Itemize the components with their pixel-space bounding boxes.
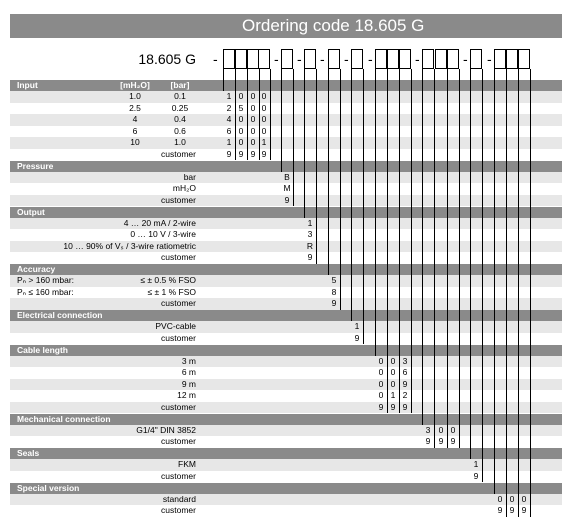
code-value: 0 — [378, 355, 384, 366]
column-header-bar: [bar] — [170, 80, 190, 90]
table-row — [10, 103, 562, 115]
value-bar: 0.25 — [171, 102, 189, 113]
code-value: 1 — [390, 390, 396, 400]
code-value: 9 — [425, 436, 431, 446]
code-value: 0 — [438, 424, 444, 435]
code-value: 9 — [307, 252, 313, 262]
connector-line — [316, 69, 317, 264]
code-value: 1 — [226, 137, 232, 147]
connector-line — [447, 69, 448, 448]
connector-line — [270, 69, 271, 160]
table-row — [10, 252, 562, 264]
code-value: 0 — [378, 390, 384, 400]
section-header — [10, 483, 562, 494]
code-value: 0 — [261, 125, 267, 136]
code-dash: - — [368, 51, 373, 67]
option-label: customer — [161, 252, 196, 262]
option-label: 10 … 90% of Vₛ / 3-wire ratiometric — [63, 240, 196, 251]
code-value: 0 — [238, 125, 244, 136]
code-value: 0 — [261, 102, 267, 113]
code-value: 0 — [390, 367, 396, 377]
connector-line — [351, 69, 352, 321]
code-value: 0 — [250, 137, 256, 147]
code-value: 1 — [307, 217, 313, 228]
value-mh2o: 2.5 — [129, 102, 141, 113]
section-title: Pressure — [17, 160, 54, 171]
option-label: 0 … 10 V / 3-wire — [130, 229, 196, 239]
page-title: Ordering code 18.605 G — [242, 16, 425, 35]
code-value: 0 — [238, 91, 244, 101]
connector-line — [494, 69, 495, 494]
code-value: 9 — [450, 436, 456, 446]
connector-line — [304, 69, 305, 218]
code-value: 0 — [497, 493, 503, 504]
accuracy-condition: Pₙ ≤ 160 mbar: — [17, 286, 74, 297]
option-label: customer — [161, 401, 196, 412]
value-mh2o: 1.0 — [129, 91, 141, 101]
table-row — [10, 494, 562, 506]
connector-line — [530, 69, 531, 517]
code-dash: - — [415, 51, 420, 67]
code-value: 3 — [402, 355, 408, 366]
option-label: standard — [162, 493, 196, 504]
connector-line — [470, 69, 471, 459]
code-value: 6 — [226, 125, 232, 136]
option-label: customer — [161, 470, 196, 481]
table-row — [10, 275, 562, 287]
code-value: 0 — [261, 91, 267, 101]
code-value: 3 — [307, 229, 313, 239]
table-row — [10, 356, 562, 368]
connector-line — [434, 69, 435, 448]
table-row — [10, 149, 562, 161]
table-row — [10, 402, 562, 414]
code-value: R — [306, 240, 314, 251]
option-label: FKM — [178, 459, 196, 469]
option-label: customer — [161, 298, 196, 308]
connector-line — [399, 69, 400, 413]
value-mh2o: 4 — [132, 114, 138, 124]
code-dash: - — [274, 51, 279, 67]
table-row — [10, 321, 562, 333]
option-label: 3 m — [181, 355, 196, 366]
connector-line — [506, 69, 507, 517]
code-value: 2 — [402, 390, 408, 400]
connector-line — [340, 69, 341, 310]
option-label: mH₂O — [172, 183, 196, 193]
code-value: 4 — [226, 114, 232, 124]
code-digit-box[interactable] — [375, 49, 387, 69]
code-prefix: 18.605 G — [138, 51, 196, 67]
code-value: 1 — [261, 137, 267, 147]
code-value: 9 — [402, 378, 408, 389]
code-value: 9 — [521, 505, 527, 515]
code-digit-box[interactable] — [235, 49, 247, 69]
code-value: 0 — [521, 493, 527, 504]
code-digit-box[interactable] — [281, 49, 293, 69]
code-digit-box[interactable] — [223, 49, 235, 69]
code-value: 9 — [238, 148, 244, 159]
code-digit-box[interactable] — [470, 49, 482, 69]
code-digit-box[interactable] — [387, 49, 399, 69]
section-title: Accuracy — [17, 264, 56, 274]
code-value: 9 — [331, 298, 337, 308]
code-value: 9 — [378, 401, 384, 412]
code-value: 0 — [261, 114, 267, 124]
code-digit-box[interactable] — [399, 49, 411, 69]
code-value: 9 — [509, 505, 515, 515]
code-value: 9 — [390, 401, 396, 412]
code-value: 5 — [238, 102, 244, 113]
code-value: 0 — [250, 91, 256, 101]
code-digit-box[interactable] — [422, 49, 434, 69]
connector-line — [387, 69, 388, 413]
code-dash: - — [320, 51, 325, 67]
code-value: 9 — [261, 148, 267, 159]
connector-line — [518, 69, 519, 517]
table-row — [10, 114, 562, 126]
connector-line — [363, 69, 364, 344]
section-title: Seals — [17, 448, 40, 458]
table-row — [10, 333, 562, 345]
section-title: Electrical connection — [17, 310, 103, 320]
code-value: 9 — [284, 194, 290, 205]
option-label: bar — [183, 171, 196, 182]
option-label: customer — [161, 194, 196, 205]
code-dash: - — [487, 51, 492, 67]
code-value: 0 — [250, 102, 256, 113]
option-label: customer — [161, 332, 196, 343]
code-dash: - — [297, 51, 302, 67]
code-digit-box[interactable] — [258, 49, 270, 69]
code-value: 0 — [378, 378, 384, 389]
connector-line — [259, 69, 260, 160]
code-dash: - — [463, 51, 468, 67]
connector-line — [422, 69, 423, 425]
code-value: 0 — [450, 424, 456, 435]
code-value: 5 — [331, 275, 337, 285]
option-label: 6 m — [181, 367, 196, 377]
table-row — [10, 505, 562, 517]
code-value: 1 — [473, 459, 479, 469]
table-row — [10, 218, 562, 230]
code-value: 0 — [390, 378, 396, 389]
table-row — [10, 367, 562, 379]
table-row — [10, 436, 562, 448]
section-title: Cable length — [17, 344, 69, 355]
connector-line — [293, 69, 294, 206]
code-value: 0 — [390, 355, 396, 366]
connector-line — [411, 69, 412, 413]
option-label: customer — [161, 436, 196, 446]
code-digit-box[interactable] — [435, 49, 447, 69]
table-row — [10, 390, 562, 402]
section-header — [10, 80, 562, 91]
code-value: 0 — [238, 137, 244, 147]
code-digit-box[interactable] — [494, 49, 506, 69]
section-header — [10, 161, 562, 172]
code-value: 9 — [250, 148, 256, 159]
section-header — [10, 207, 562, 218]
connector-line — [459, 69, 460, 448]
value-mh2o: 10 — [130, 137, 140, 147]
code-value: 6 — [402, 367, 408, 377]
value-bar: 1.0 — [174, 137, 186, 147]
option-label: 4 … 20 mA / 2-wire — [123, 217, 196, 228]
value-bar: 0.6 — [174, 125, 186, 136]
code-digit-box[interactable] — [506, 49, 518, 69]
code-value: 2 — [226, 102, 232, 113]
table-row — [10, 137, 562, 149]
code-digit-box[interactable] — [518, 49, 530, 69]
column-header-mh2o: [mH₂O] — [120, 80, 150, 90]
code-digit-box[interactable] — [328, 49, 340, 69]
option-label: customer — [161, 505, 196, 515]
table-row — [10, 298, 562, 310]
value-mh2o: 6 — [132, 125, 138, 136]
table-row — [10, 379, 562, 391]
code-value: 1 — [226, 91, 232, 101]
connector-line — [223, 69, 224, 91]
connector-line — [482, 69, 483, 482]
connector-line — [375, 69, 376, 356]
table-row — [10, 287, 562, 299]
code-value: 9 — [354, 332, 360, 343]
code-value: 8 — [331, 286, 337, 297]
code-value: M — [283, 183, 291, 193]
option-label: 9 m — [181, 378, 196, 389]
option-label: ≤ ± 1 % FSO — [147, 286, 196, 297]
option-label: G1/4" DIN 3852 — [136, 424, 196, 435]
table-row — [10, 229, 562, 241]
code-value: 1 — [354, 321, 360, 331]
code-digit-box[interactable] — [351, 49, 363, 69]
value-bar: 0.4 — [174, 114, 186, 124]
code-value: 0 — [238, 114, 244, 124]
code-value: 0 — [250, 125, 256, 136]
code-value: B — [284, 171, 290, 182]
code-value: 9 — [226, 148, 232, 159]
connector-line — [328, 69, 329, 275]
code-digit-box[interactable] — [304, 49, 316, 69]
section-header — [10, 345, 562, 356]
accuracy-condition: Pₙ > 160 mbar: — [17, 275, 75, 285]
code-value: 9 — [402, 401, 408, 412]
value-bar: 0.1 — [174, 91, 186, 101]
table-row — [10, 126, 562, 138]
option-label: customer — [161, 148, 196, 159]
code-digit-box[interactable] — [447, 49, 459, 69]
option-label: 12 m — [177, 390, 196, 400]
connector-line — [247, 69, 248, 160]
code-value: 0 — [509, 493, 515, 504]
code-value: 9 — [497, 505, 503, 515]
section-header — [10, 264, 562, 275]
code-dash: - — [344, 51, 349, 67]
code-value: 9 — [473, 470, 479, 481]
section-title: Output — [17, 206, 45, 217]
connector-line — [235, 69, 236, 160]
table-row — [10, 91, 562, 103]
code-value: 0 — [378, 367, 384, 377]
code-value: 0 — [250, 114, 256, 124]
table-row — [10, 425, 562, 437]
code-dash: - — [213, 51, 218, 67]
section-title: Mechanical connection — [17, 413, 111, 424]
connector-line — [281, 69, 282, 172]
section-title: Special version — [17, 482, 80, 493]
section-title: Input — [17, 80, 38, 90]
code-value: 3 — [425, 424, 431, 435]
option-label: ≤ ± 0.5 % FSO — [140, 275, 196, 285]
option-label: PVC-cable — [155, 321, 196, 331]
section-header — [10, 448, 562, 459]
code-value: 9 — [438, 436, 444, 446]
